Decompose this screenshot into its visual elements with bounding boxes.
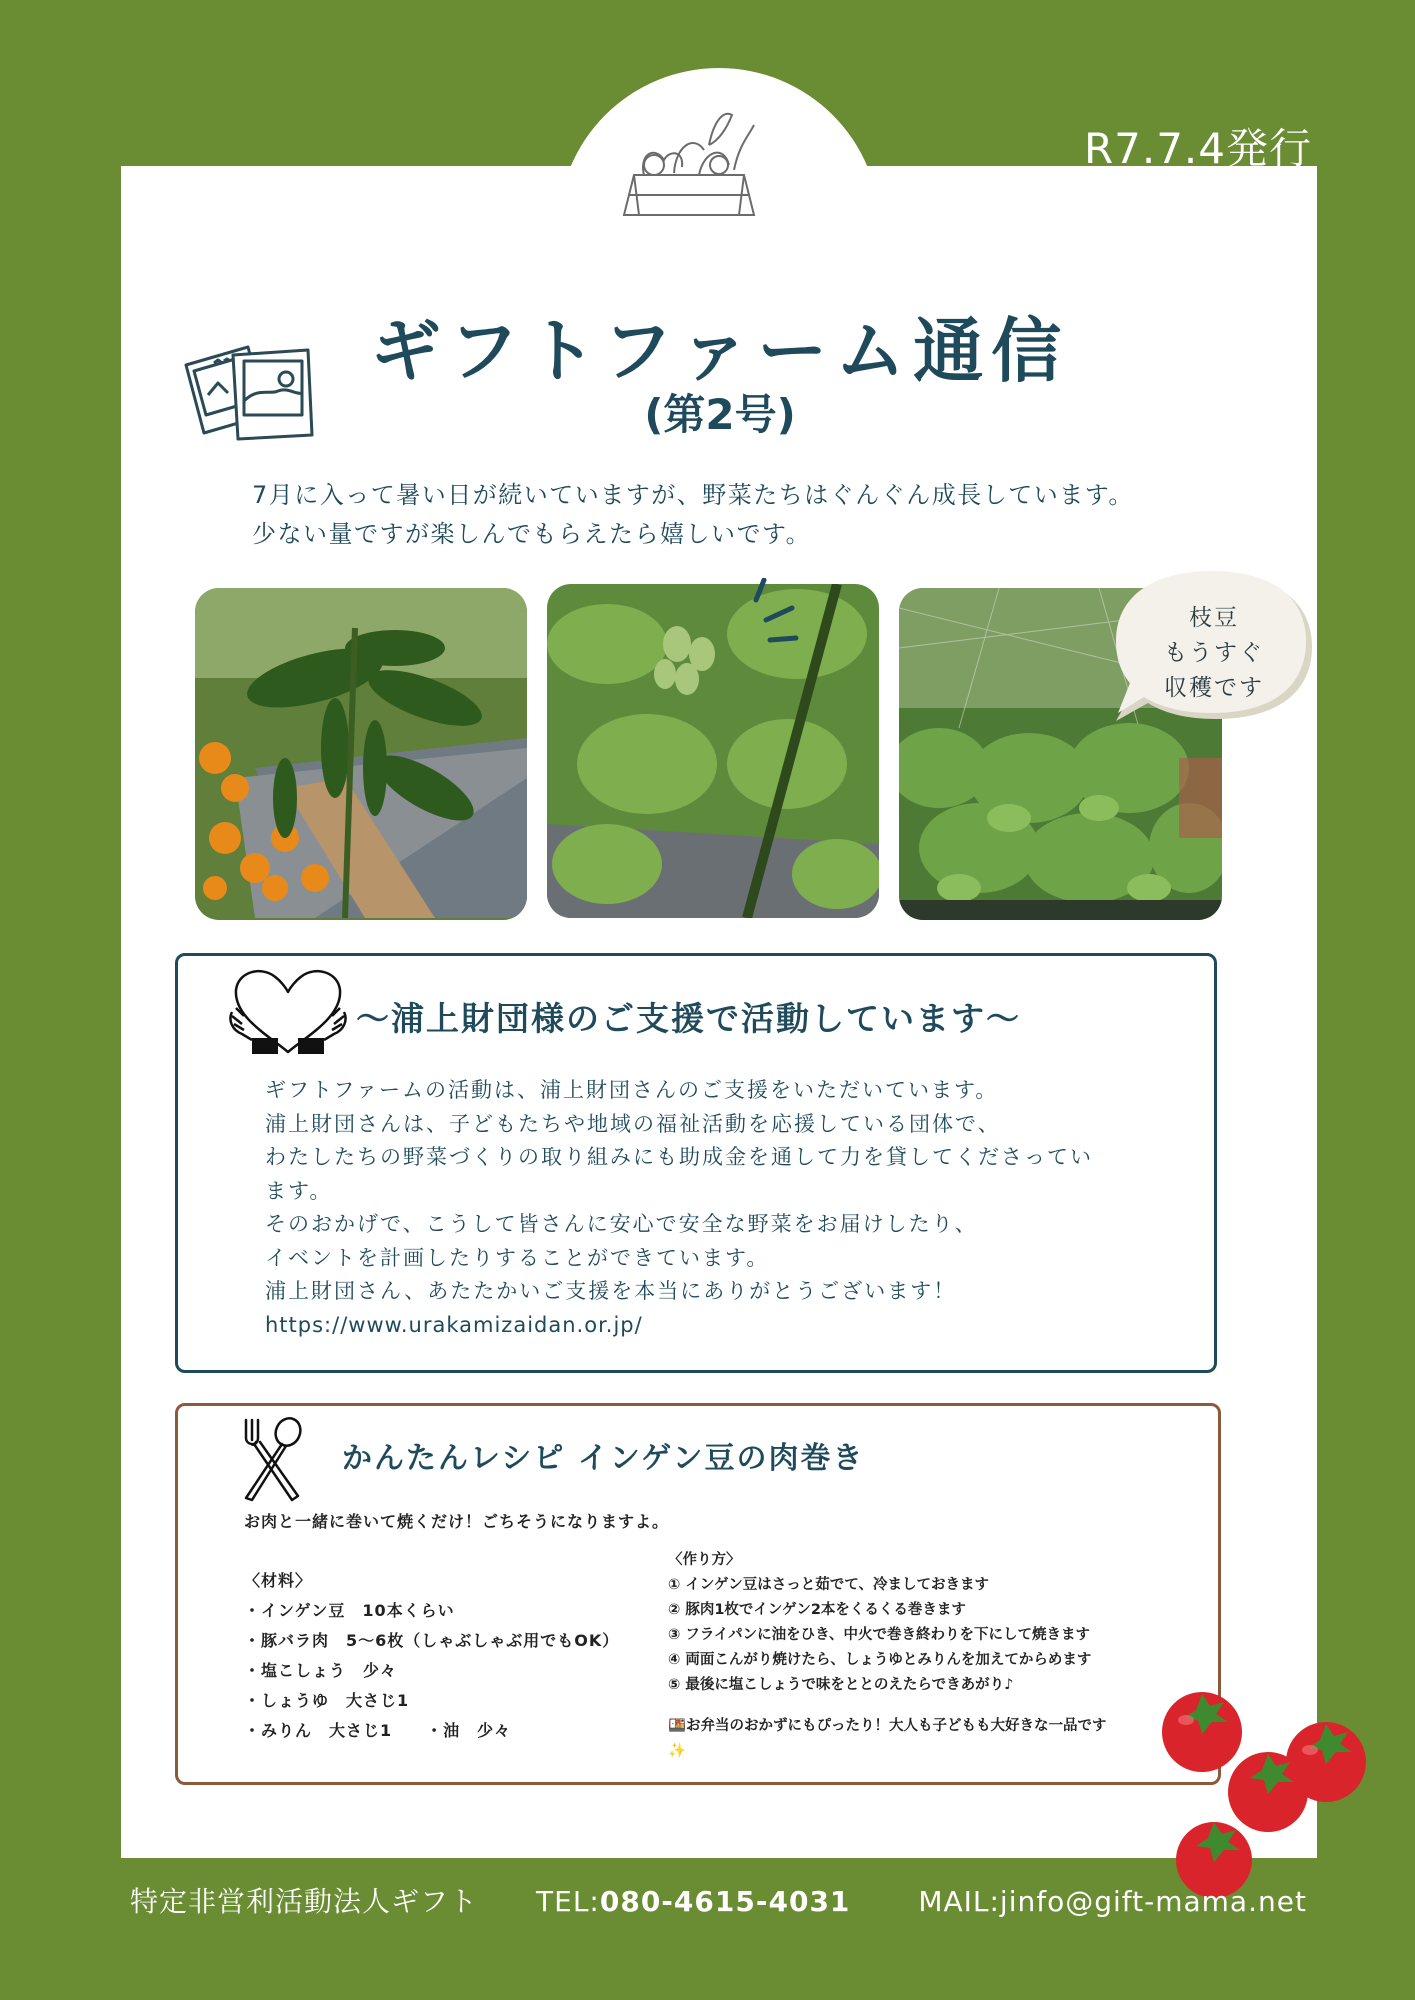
ingredient-item: ・インゲン豆 10本くらい [244, 1601, 455, 1620]
vegetable-crate-icon [614, 105, 764, 231]
heart-hands-icon [226, 964, 350, 1064]
ingredients-heading: 〈材料〉 [244, 1571, 313, 1590]
fork-spoon-icon [238, 1416, 304, 1502]
step-item: ① インゲン豆はさっと茹でて、冷ましておきます [668, 1577, 989, 1593]
issue-date: R7.7.4発行 [1083, 124, 1312, 173]
bubble-line: もうすぐ [1164, 640, 1264, 666]
photo-peppers [195, 588, 527, 920]
ingredient-item: ・塩こしょう 少々 [244, 1661, 398, 1680]
recipe-note-sparkle: ✨ [668, 1743, 687, 1759]
tomatoes-icon [1150, 1680, 1380, 1910]
support-body [265, 1074, 1165, 1342]
step-item: ⑤ 最後に塩こしょうで味をととのえたらできあがり♪ [668, 1677, 1014, 1693]
support-line: わたしたちの野菜づくりの取り組みにも助成金を通して力を貸してくださってい [265, 1145, 1093, 1169]
ingredients-list [244, 1566, 674, 1746]
ingredient-item: ・豚バラ肉 5〜6枚（しゃぶしゃぶ用でもOK） [244, 1631, 620, 1650]
newsletter-title: ギフトファーム通信 [370, 310, 1070, 392]
photo-tomatoes [547, 584, 879, 918]
intro-line: 7月に入って暑い日が続いていますが、野菜たちはぐんぐん成長しています。 [252, 481, 1134, 509]
footer-contact [130, 1880, 1390, 1920]
support-title: 〜浦上財団様のご支援で活動しています〜 [356, 999, 1021, 1038]
ingredient-item: ・みりん 大さじ1 ・油 少々 [244, 1721, 512, 1740]
step-item: ② 豚肉1枚でインゲン2本をくるくる巻きます [668, 1602, 966, 1618]
footer-tel-label: TEL: [536, 1885, 600, 1918]
issue-number: (第2号) [644, 390, 796, 439]
support-line: ギフトファームの活動は、浦上財団さんのご支援をいただいています。 [265, 1078, 999, 1102]
support-line: 浦上財団さん、あたたかいご支援を本当にありがとうございます！ [265, 1279, 957, 1303]
recipe-note: 🍱お弁当のおかずにもぴったり！大人も子どもも大好きな一品です [668, 1718, 1107, 1734]
photos-icon [178, 335, 328, 455]
steps-heading: 〈作り方〉 [668, 1552, 741, 1568]
recipe-title: かんたんレシピ インゲン豆の肉巻き [342, 1441, 865, 1476]
bubble-text [1116, 601, 1312, 706]
footer-org: 特定非営利活動法人ギフト [130, 1885, 479, 1918]
support-line: 浦上財団さんは、子どもたちや地域の福祉活動を応援している団体で、 [265, 1111, 1001, 1136]
support-line: イベントを計画したりすることができています。 [265, 1245, 770, 1270]
support-line: そのおかげで、こうして皆さんに安心で安全な野菜をお届けしたり、 [265, 1212, 978, 1236]
step-item: ④ 両面こんがり焼けたら、しょうゆとみりんを加えてからめます [668, 1652, 1092, 1668]
recipe-lead: お肉と一緒に巻いて焼くだけ！ごちそうになりますよ。 [244, 1512, 670, 1531]
bubble-line: 収穫です [1164, 675, 1264, 701]
step-item: ③ フライパンに油をひき、中火で巻き終わりを下にして焼きます [668, 1627, 1091, 1643]
intro-line: 少ない量ですが楽しんでもらえたら嬉しいです。 [252, 520, 812, 548]
intro-text [252, 476, 1252, 554]
ingredient-item: ・しょうゆ 大さじ1 [244, 1691, 410, 1710]
support-url-link[interactable]: https://www.urakamizaidan.or.jp/ [265, 1312, 643, 1337]
bubble-line: 枝豆 [1189, 605, 1239, 631]
support-line: ます。 [265, 1178, 333, 1203]
burst-lines-icon [734, 578, 804, 668]
steps-list [668, 1548, 1228, 1764]
footer-tel[interactable]: 080-4615-4031 [599, 1885, 851, 1918]
footer-mail[interactable]: MAIL:jinfo@gift-mama.net [918, 1885, 1307, 1918]
speech-bubble [1116, 571, 1312, 731]
